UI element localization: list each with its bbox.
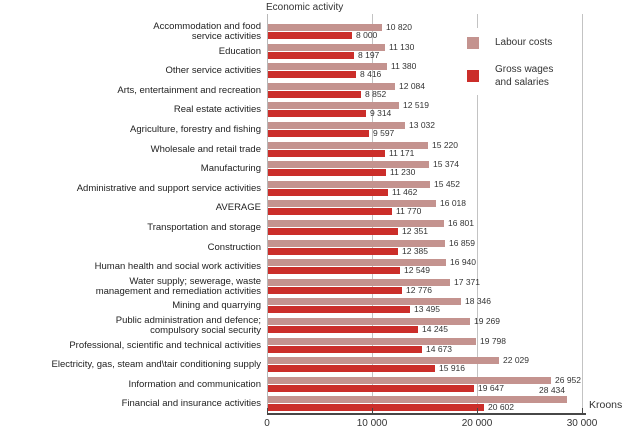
legend-label (495, 63, 553, 89)
gross-wages-value: 8 852 (365, 89, 387, 99)
category-label-line: Mining and quarrying (172, 299, 261, 311)
gross-wages-value: 12 549 (404, 265, 430, 275)
axis-tick-label: 30 000 (566, 418, 598, 429)
labour-costs-value: 17 371 (454, 277, 480, 287)
labour-costs-value: 11 130 (389, 42, 415, 52)
category-label (0, 217, 261, 238)
axis-tick (267, 408, 268, 413)
axis-tick (372, 408, 373, 413)
labour-costs-value: 15 452 (434, 179, 460, 189)
category-label-line: Agriculture, forestry and fishing (130, 123, 261, 135)
labour-costs-value: 16 859 (449, 238, 475, 248)
gross-wages-bar (268, 169, 386, 176)
gross-wages-bar (268, 248, 398, 255)
labour-costs-value: 12 519 (403, 100, 429, 110)
gross-wages-bar (268, 365, 435, 372)
category-label-line: Education (218, 45, 261, 57)
gross-wages-value: 11 462 (392, 187, 418, 197)
axis-tick-label: 0 (264, 418, 270, 429)
gross-wages-bar (268, 385, 474, 392)
category-label-line: Transportation and storage (147, 221, 261, 233)
gross-wages-bar (268, 326, 418, 333)
gross-wages-bar (268, 306, 410, 313)
gross-wages-value: 20 602 (488, 402, 514, 412)
gross-wages-value: 9 597 (373, 128, 395, 138)
category-label-line: Information and communication (128, 378, 261, 390)
labour-costs-value: 19 798 (480, 336, 506, 346)
gross-wages-bar (268, 110, 366, 117)
category-label (0, 276, 261, 297)
legend-label-line: and salaries (495, 77, 549, 88)
gross-wages-value: 11 171 (389, 148, 415, 158)
category-label (0, 158, 261, 179)
gross-wages-bar (268, 52, 354, 59)
axis-tick (477, 408, 478, 413)
category-label-line: Manufacturing (200, 162, 261, 174)
category-label (0, 354, 261, 375)
axis-tick-label: 20 000 (461, 418, 493, 429)
legend-label (495, 36, 552, 49)
category-label (0, 315, 261, 336)
category-label (0, 60, 261, 81)
category-label (0, 335, 261, 356)
category-label-line: Financial and insurance activities (121, 397, 261, 409)
category-label-line: AVERAGE (215, 201, 261, 213)
gross-wages-value: 12 351 (402, 226, 428, 236)
legend-item-gross-wages (460, 63, 570, 89)
gross-wages-bar (268, 71, 356, 78)
gross-wages-value: 12 776 (406, 285, 432, 295)
labour-costs-value: 22 029 (503, 355, 529, 365)
gross-wages-value: 11 230 (390, 167, 416, 177)
gross-wages-value: 14 245 (422, 324, 448, 334)
labour-costs-value: 10 820 (386, 22, 412, 32)
category-label (0, 80, 261, 101)
category-label-line: Construction (207, 241, 261, 253)
labour-costs-value: 16 801 (448, 218, 474, 228)
gross-wages-bar (268, 91, 361, 98)
axis-tick (582, 408, 583, 413)
labour-costs-swatch (467, 37, 479, 49)
labour-costs-value: 13 032 (409, 120, 435, 130)
category-label-line: Electricity, gas, steam and\tair conditioning supply (51, 358, 261, 370)
gross-wages-bar (268, 150, 385, 157)
labour-costs-value: 26 952 (555, 375, 581, 385)
category-label-line: Administrative and support service activities (76, 182, 261, 194)
gross-wages-bar (268, 189, 388, 196)
category-label-line: service activities (191, 30, 261, 42)
labour-costs-value: 18 346 (465, 296, 491, 306)
category-label (0, 374, 261, 395)
gross-wages-value: 11 770 (396, 206, 422, 216)
category-label-line: Professional, scientific and technical activities (69, 339, 261, 351)
category-label-line: Arts, entertainment and recreation (117, 84, 261, 96)
chart-title: Economic activity (266, 2, 344, 13)
category-label (0, 237, 261, 258)
category-label (0, 197, 261, 218)
category-label (0, 178, 261, 199)
category-label-line: management and remediation activities (95, 285, 261, 297)
gross-wages-value: 13 495 (414, 304, 440, 314)
gross-wages-value: 8 416 (360, 69, 382, 79)
category-label-line: compulsory social security (150, 324, 261, 336)
axis-unit-label: Kroons (589, 399, 623, 411)
labour-costs-value: 12 084 (399, 81, 425, 91)
category-label-line: Accommodation and food (153, 20, 261, 32)
labour-costs-value: 16 940 (450, 257, 476, 267)
category-label (0, 393, 261, 414)
labour-costs-value: 15 374 (433, 159, 459, 169)
legend-item-labour-costs (460, 36, 570, 49)
axis-tick-label: 10 000 (356, 418, 388, 429)
gross-wages-value: 19 647 (478, 383, 504, 393)
gridline-30000 (582, 14, 583, 413)
category-label (0, 21, 261, 42)
category-label-line: Real estate activities (173, 103, 261, 115)
category-label-line: Water supply; sewerage, waste (129, 275, 261, 287)
gross-wages-bar (268, 32, 352, 39)
legend-label-line: Labour costs (495, 37, 553, 48)
category-label-line: Human health and social work activities (94, 260, 261, 272)
category-label (0, 41, 261, 62)
legend (460, 28, 570, 95)
gross-wages-bar (268, 228, 398, 235)
gross-wages-value: 15 916 (439, 363, 465, 373)
category-label-line: Other service activities (165, 64, 261, 76)
legend-label-line: Gross wages (495, 64, 554, 75)
labour-costs-bar (268, 396, 567, 403)
labour-costs-value: 11 380 (391, 61, 417, 71)
gross-wages-bar (268, 130, 369, 137)
gross-wages-swatch (467, 70, 479, 82)
gross-wages-bar (268, 208, 392, 215)
labour-costs-value: 15 220 (432, 140, 458, 150)
category-label (0, 139, 261, 160)
category-label (0, 99, 261, 120)
gross-wages-value: 9 314 (370, 108, 392, 118)
gross-wages-value: 14 673 (426, 344, 452, 354)
labour-costs-bar (268, 377, 551, 384)
category-label-line: Public administration and defence; (115, 314, 261, 326)
gross-wages-bar (268, 267, 400, 274)
category-label (0, 256, 261, 277)
x-axis-line (267, 413, 586, 415)
category-label-line: Wholesale and retail trade (150, 143, 261, 155)
labour-costs-value: 16 018 (440, 198, 466, 208)
gross-wages-value: 8 197 (358, 50, 380, 60)
gross-wages-bar (268, 287, 402, 294)
gross-wages-bar (268, 404, 484, 411)
gross-wages-bar (268, 346, 422, 353)
gross-wages-value: 8 000 (356, 30, 378, 40)
category-label (0, 295, 261, 316)
labour-costs-value: 28 434 (539, 385, 565, 395)
category-label (0, 119, 261, 140)
labour-costs-value: 19 269 (474, 316, 500, 326)
gross-wages-value: 12 385 (402, 246, 428, 256)
